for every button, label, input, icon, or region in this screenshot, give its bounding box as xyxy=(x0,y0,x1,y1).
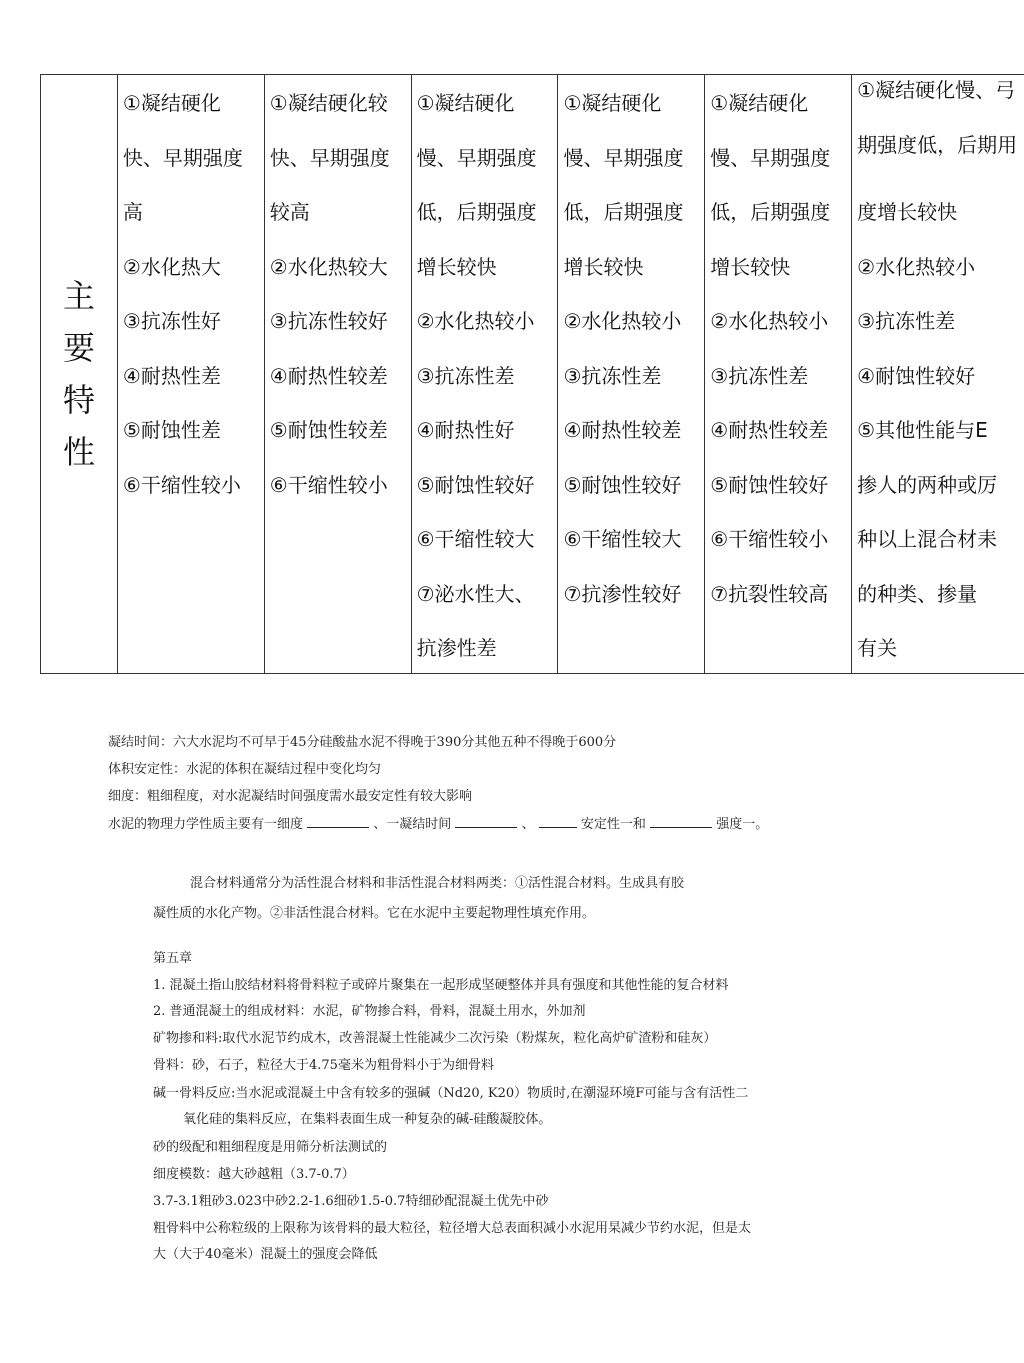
table-cell-line: ①凝结硬化慢、弓 xyxy=(857,78,1016,102)
table-cell-line: 慢、早期强度 xyxy=(710,145,831,170)
table-cell-line: ④耐热性较差 xyxy=(269,363,388,388)
table-cell-line: 低，后期强度 xyxy=(416,200,537,224)
mixed-materials-line-1: 混合材料通常分为活性混合材料和非活性混合材料两类：①活性混合材料。生成具有胶 xyxy=(190,876,685,891)
table-cell-line: 有关 xyxy=(857,636,898,660)
table-cell-line: ②水化热大 xyxy=(122,254,221,279)
chapter5-line: 砂的级配和粗细程度是用筛分析法测试的 xyxy=(153,1140,388,1155)
table-cell-line: 期强度低，后期用 xyxy=(857,132,1018,157)
table-cell-line: ⑥干缩性较大 xyxy=(563,527,682,551)
fill-blank[interactable] xyxy=(539,817,577,828)
chapter5-line: 矿物掺和料:取代水泥节约成木，改善混凝土性能减少二次污染（粉煤灰，粒化高炉矿渣粉和硅灰） xyxy=(153,1031,717,1046)
chapter5-line: 大（大于40毫米）混凝土的强度会降低 xyxy=(153,1247,378,1262)
table-cell-line: ②水化热较小 xyxy=(416,309,535,333)
table-column xyxy=(705,75,852,673)
chapter5-line: 3.7-3.1粗砂3.023中砂2.2-1.6细砂1.5-0.7特细砂配混凝土优先中砂 xyxy=(153,1194,549,1209)
physical-text-2: 、一凝结时间 xyxy=(373,817,452,832)
table-cell-line: 高 xyxy=(122,200,143,224)
chapter5-line: 骨料：砂，石子，粒径大于4.75毫米为粗骨料小于为细骨料 xyxy=(153,1058,494,1073)
table-cell-line: ①凝结硬化 xyxy=(122,91,221,115)
table-cell-line: ①凝结硬化较 xyxy=(269,91,388,115)
table-cell-line: 较高 xyxy=(269,200,310,224)
table-cell-line: 低，后期强度 xyxy=(563,200,684,224)
setting-time-note: 凝结时间：六大水泥均不可早于45分硅酸盐水泥不得晚于390分其他五种不得晚于600分 xyxy=(108,735,617,750)
table-cell-line: ③抗冻性好 xyxy=(122,309,221,333)
physical-text-1: 水泥的物理力学性质主要有一细度 xyxy=(108,817,304,832)
table-cell-line: ⑤耐蚀性差 xyxy=(122,418,221,442)
fill-blank[interactable] xyxy=(650,817,712,828)
table-cell-line: 快、早期强度 xyxy=(122,145,243,170)
table-cell-line: ⑦抗渗性较好 xyxy=(563,581,682,606)
table-cell-line: ④耐热性较差 xyxy=(563,418,682,442)
chapter-title: 第五章 xyxy=(153,951,193,966)
table-column xyxy=(412,75,559,673)
table-cell-line: ③抗冻性较好 xyxy=(269,309,388,333)
physical-text-3: 、 xyxy=(521,817,535,832)
table-cell-line: ①凝结硬化 xyxy=(563,91,662,115)
table-cell-line: 抗渗性差 xyxy=(416,636,497,660)
table-cell-line: 快、早期强度 xyxy=(269,145,390,170)
table-cell-line: 的种类、掺量 xyxy=(857,581,978,606)
properties-table xyxy=(40,74,1024,674)
table-cell-line: ④耐热性好 xyxy=(416,418,515,442)
fill-blank[interactable] xyxy=(307,817,369,828)
table-cell-line: ②水化热较小 xyxy=(563,309,682,333)
table-cell-line: ②水化热较小 xyxy=(710,309,829,333)
table-cell-line: 度增长较快 xyxy=(857,200,958,224)
soundness-note: 体积安定性：水泥的体积在凝结过程中变化均匀 xyxy=(108,762,382,777)
table-cell-line: ④耐热性差 xyxy=(122,363,221,388)
row-header-label: 主要特性 xyxy=(62,277,95,471)
table-cell-line: 慢、早期强度 xyxy=(416,145,537,170)
table-cell-line: 增长较快 xyxy=(710,254,791,279)
table-cell-line: ⑤耐蚀性较好 xyxy=(563,472,682,497)
physical-text-5: 强度一。 xyxy=(716,817,769,832)
table-cell-line: ③抗冻性差 xyxy=(857,309,956,333)
table-cell-line: 慢、早期强度 xyxy=(563,145,684,170)
table-cell-line: ⑥干缩性较小 xyxy=(122,472,241,497)
table-column xyxy=(118,75,265,673)
table-cell-line: 低，后期强度 xyxy=(710,200,831,224)
table-cell-line: 掺人的两种或厉 xyxy=(857,472,998,497)
table-cell-line: ④耐热性较差 xyxy=(710,418,829,442)
chapter5-line: 粗骨料中公称粒级的上限称为该骨料的最大粒径，粒径增大总表面积减小水泥用杲减少节约水泥，但是太 xyxy=(153,1221,752,1236)
table-cell-line: ⑤耐蚀性较好 xyxy=(710,472,829,497)
mixed-materials-line-2: 凝性质的水化产物。②非活性混合材料。它在水泥中主要起物理性填充作用。 xyxy=(153,906,596,921)
table-cell-line: ③抗冻性差 xyxy=(416,363,515,388)
table-cell-line: 增长较快 xyxy=(416,254,497,279)
chapter5-line: 1. 混凝土指山胶结材料将骨料粒子或碎片聚集在一起形成坚硬整体并具有强度和其他性能的复合材料 xyxy=(153,978,729,993)
table-cell-line: 增长较快 xyxy=(563,254,644,279)
table-cell-line: ⑥干缩性较小 xyxy=(269,472,388,497)
table-cell-line: ①凝结硬化 xyxy=(710,91,809,115)
fineness-note: 细度：粗细程度，对水泥凝结时间强度需水最安定性有较大影响 xyxy=(108,789,473,804)
table-cell-line: ④耐蚀性较好 xyxy=(857,363,976,388)
fill-blank[interactable] xyxy=(455,817,517,828)
table-cell-line: ⑤耐蚀性较差 xyxy=(269,418,388,442)
table-row-header xyxy=(41,75,118,673)
table-cell-line: ⑦抗裂性较高 xyxy=(710,581,829,606)
table-cell-line: ⑥干缩性较大 xyxy=(416,527,535,551)
table-cell-line: ⑦泌水性大、 xyxy=(416,581,535,606)
table-cell-line: 种以上混合材耒 xyxy=(857,527,998,551)
physical-text-4: 安定性一和 xyxy=(580,817,646,832)
table-cell-line: ①凝结硬化 xyxy=(416,91,515,115)
table-column xyxy=(852,75,1024,673)
table-column xyxy=(265,75,412,673)
table-cell-line: ⑥干缩性较小 xyxy=(710,527,829,551)
chapter5-line: 氧化硅的集料反应，在集料表面生成一种复杂的碱-硅酸凝胶体。 xyxy=(183,1112,552,1127)
table-column xyxy=(558,75,705,673)
table-cell-line: ③抗冻性差 xyxy=(563,363,662,388)
table-cell-line: ⑤耐蚀性较好 xyxy=(416,472,535,497)
physical-properties-note xyxy=(108,813,768,832)
chapter5-line: 2. 普通混凝土的组成材料：水泥，矿物掺合料，骨料，混凝土用水，外加剂 xyxy=(153,1004,586,1019)
table-cell-line: ②水化热较大 xyxy=(269,254,388,279)
chapter5-line: 碱一骨料反应:当水泥或混凝土中含有较多的强碱（Nd20, K20）物质时,在潮湿环境F可能与含有活性二 xyxy=(153,1086,749,1101)
chapter5-line: 细度模数：越大砂越粗（3.7-0.7） xyxy=(153,1167,355,1182)
table-cell-line: ⑤其他性能与E xyxy=(857,418,988,442)
table-cell-line: ③抗冻性差 xyxy=(710,363,809,388)
table-cell-line: ②水化热较小 xyxy=(857,254,976,279)
